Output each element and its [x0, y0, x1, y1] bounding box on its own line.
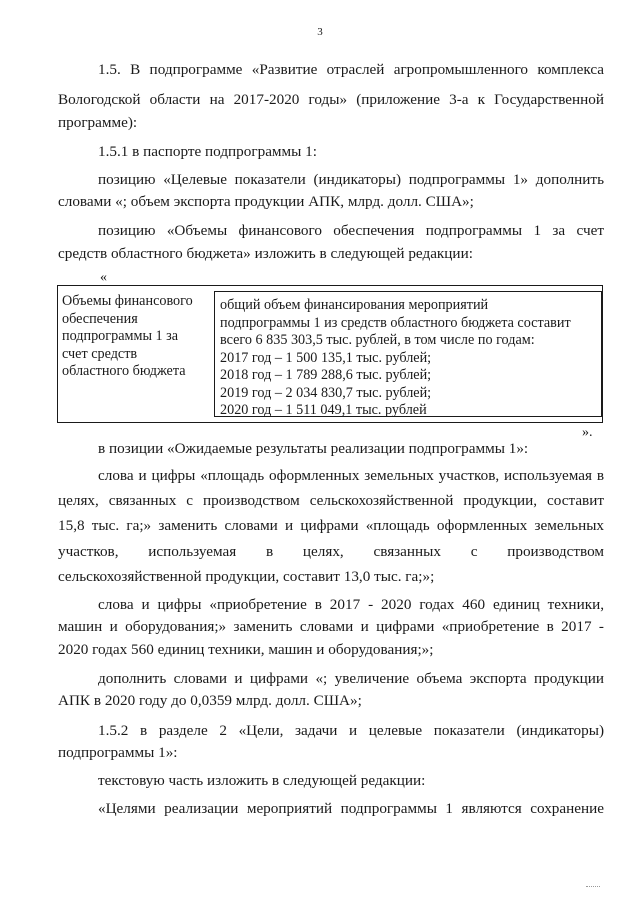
right-cell-line: 2020 год – 1 511 049,1 тыс. рублей — [220, 402, 427, 418]
paragraph-text-part: текстовую часть изложить в следующей редакции: — [98, 772, 426, 789]
paragraph-1-5-line-3: программе): — [58, 114, 138, 131]
right-cell-line: 2017 год – 1 500 135,1 тыс. рублей; — [220, 349, 432, 366]
paragraph-land-line-5: сельскохозяйственной продукции, составит 13,0 тыс. га;»; — [58, 568, 435, 585]
page-number: 3 — [317, 26, 323, 38]
paragraph-land-line-1: слова и цифры «площадь оформленных земельных участков, используемая в — [98, 467, 604, 484]
quote-open: « — [100, 270, 107, 285]
right-cell-line: всего 6 835 303,5 тыс. рублей, в том числе по годам: — [220, 332, 535, 348]
left-cell-line: счет средств — [62, 345, 138, 362]
table-right-cell — [214, 291, 602, 417]
right-cell-line: 2019 год – 2 034 830,7 тыс. рублей; — [220, 384, 432, 401]
paragraph-1-5-line-2: Вологодской области на 2017-2020 годы» (приложение 3-а к Государственной — [58, 91, 604, 108]
left-cell-line: обеспечения — [62, 310, 138, 327]
paragraph-expected-results: в позиции «Ожидаемые результаты реализации подпрограммы 1»: — [98, 440, 529, 457]
paragraph-1-5-1: 1.5.1 в паспорте подпрограммы 1: — [98, 143, 317, 160]
paragraph-export-line-1: дополнить словами и цифрами «; увеличение объема экспорта продукции — [98, 670, 604, 687]
table-left-cell — [58, 286, 201, 422]
paragraph-machinery-line-2: машин и оборудования;» заменить словами и цифрами «приобретение в 2017 - — [58, 618, 604, 635]
paragraph-land-line-2: целях, связанных с производством сельскохозяйственной продукции, составит — [58, 492, 604, 509]
paragraph-1-5-2-line-1: 1.5.2 в разделе 2 «Цели, задачи и целевые показатели (индикаторы) — [98, 722, 604, 739]
paragraph-financing-line-2: средств областного бюджета» изложить в следующей редакции: — [58, 245, 473, 262]
right-cell-line: 2018 год – 1 789 288,6 тыс. рублей; — [220, 367, 432, 383]
right-cell-line: общий объем финансирования мероприятий — [220, 297, 489, 313]
left-cell-line: Объемы финансового — [62, 293, 193, 309]
paragraph-export-line-2: АПК в 2020 году до 0,0359 млрд. долл. США»; — [58, 692, 362, 709]
right-cell-line: подпрограммы 1 из средств областного бюджета составит — [220, 314, 571, 331]
paragraph-machinery-line-3: 2020 годах 560 единиц техники, машин и оборудования;»; — [58, 641, 434, 658]
financing-table — [57, 285, 603, 423]
paragraph-indicators-line-1: позицию «Целевые показатели (индикаторы) подпрограммы 1» дополнить — [98, 171, 604, 188]
paragraph-1-5-line-1: 1.5. В подпрограмме «Развитие отраслей агропромышленного комплекса — [98, 61, 604, 78]
paragraph-financing-line-1: позицию «Объемы финансового обеспечения подпрограммы 1 за счет — [98, 222, 604, 239]
paragraph-land-line-3: 15,8 тыс. га;» заменить словами и цифрами «площадь оформленных земельных — [58, 517, 604, 534]
paragraph-land-line-4: участков, используемая в целях, связанных с производством — [58, 543, 604, 560]
scan-mark — [586, 880, 600, 887]
paragraph-1-5-2-line-2: подпрограммы 1»: — [58, 744, 178, 761]
paragraph-machinery-line-1: слова и цифры «приобретение в 2017 - 2020 годах 460 единиц техники, — [98, 596, 604, 613]
paragraph-goals-line-1: «Целями реализации мероприятий подпрограммы 1 являются сохранение — [98, 800, 604, 817]
left-cell-line: областного бюджета — [62, 363, 186, 379]
quote-close: ». — [582, 425, 593, 440]
left-cell-line: подпрограммы 1 за — [62, 328, 179, 344]
paragraph-indicators-line-2: словами «; объем экспорта продукции АПК, млрд. долл. США»; — [58, 193, 474, 210]
